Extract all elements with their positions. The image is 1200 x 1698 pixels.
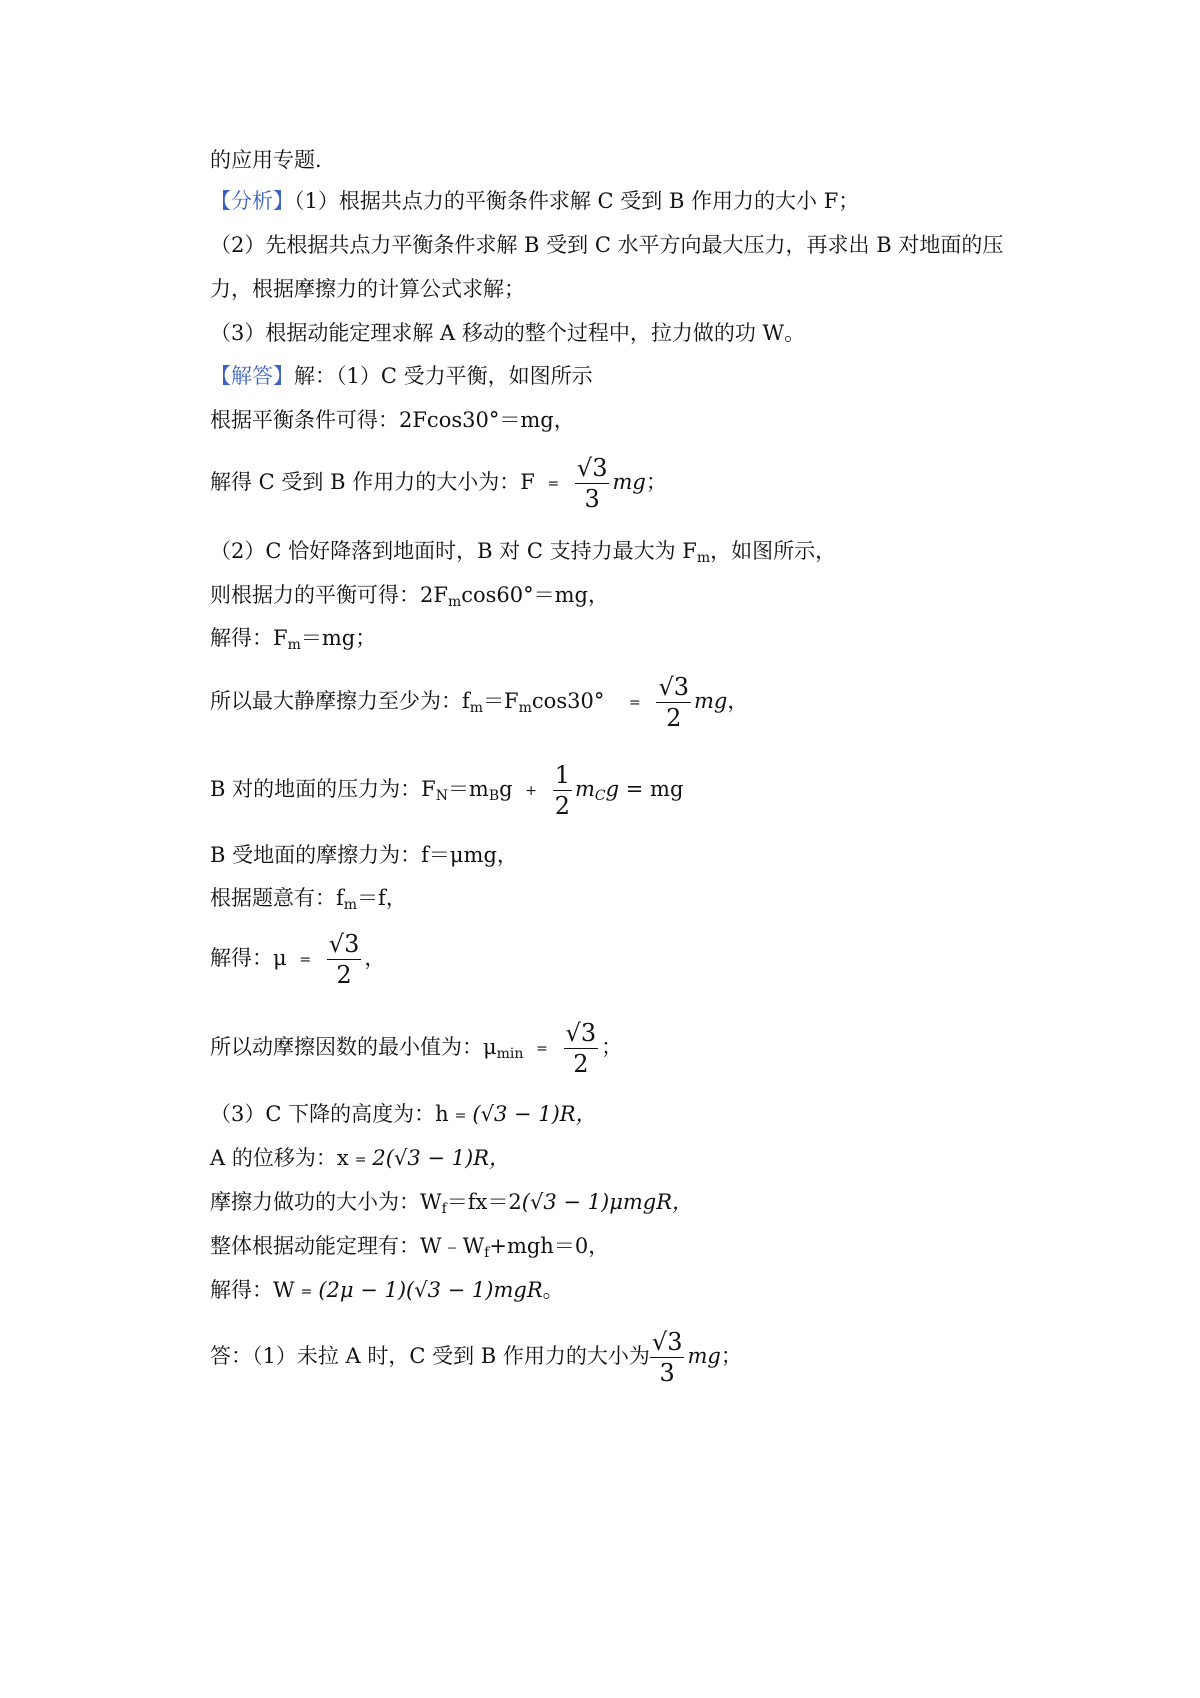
- solution-line-16: 整体根据动能定理有：$W﹣W_f+mgh=0$，: [210, 1234, 610, 1261]
- solution-line-8: B 对的地面的压力为：$F_N=m_Bg$ + $\frac{1}{2}$ $m_Cg$ = mg: [210, 761, 684, 820]
- solution-line-10: 根据题意有：$f_m=f$，: [210, 886, 407, 913]
- solution-line-9: B 受地面的摩擦力为：f＝μmg，: [210, 843, 518, 867]
- solution-line-13: （3）C 下降的高度为：h = (√3 − 1)R，: [210, 1102, 597, 1126]
- solution-line-1: 【解答】解：（1）C 受力平衡，如图所示: [210, 364, 593, 388]
- solution-line-7: 所以最大静摩擦力至少为：$f_m=F_m\cos 30^\circ$ = $\frac{√3}{2}$ mg，: [210, 673, 749, 732]
- fraction: $\frac{√3}{3}$: [576, 454, 608, 513]
- solution-line-3: 解得 C 受到 B 作用力的大小为：F = $\frac{√3}{3}$ mg；: [210, 454, 667, 513]
- analysis-line-4: （3）根据动能定理求解 A 移动的整个过程中，拉力做的功 W。: [210, 321, 806, 345]
- text-line-1: 的应用专题．: [210, 148, 336, 172]
- solution-line-15: 摩擦力做功的大小为：$W_f=fx=2(√3 - 1)\mu mgR$，: [210, 1190, 694, 1217]
- fraction: $\frac{√3}{2}$: [565, 1019, 597, 1078]
- solution-line-12: 所以动摩擦因数的最小值为：$\mu_{min}$ = $\frac{√3}{2}$ ；: [210, 1019, 623, 1078]
- solution-line-6: 解得：$F_m=mg$；: [210, 626, 377, 653]
- solution-tag: 【解答】: [210, 364, 294, 388]
- solution-line-5: 则根据力的平衡可得：$2F_m\cos 60^\circ=mg$，: [210, 583, 609, 610]
- solution-line-17: 解得：W = (2μ − 1)(√3 − 1)mgR。: [210, 1278, 564, 1302]
- analysis-tag: 【分析】: [210, 189, 294, 213]
- fraction: $\frac{√3}{3}$: [651, 1328, 683, 1387]
- solution-line-4: （2）C 恰好降落到地面时，B 对 C 支持力最大为 $F_m$，如图所示，: [210, 539, 837, 566]
- solution-line-11: 解得：μ = $\frac{√3}{2}$ ，: [210, 930, 386, 989]
- fraction: $\frac{√3}{2}$: [328, 930, 360, 989]
- analysis-line-1: 【分析】（1）根据共点力的平衡条件求解 C 受到 B 作用力的大小 F；: [210, 189, 860, 213]
- answer-line-1: 答：（1）未拉 A 时，C 受到 B 作用力的大小为 $\frac{√3}{3}$ mg；: [210, 1328, 742, 1387]
- analysis-line-3: 力，根据摩擦力的计算公式求解；: [210, 277, 525, 301]
- fraction: $\frac{√3}{2}$: [658, 673, 690, 732]
- solution-line-14: A 的位移为：x = 2(√3 − 1)R，: [210, 1146, 511, 1170]
- analysis-line-2: （2）先根据共点力平衡条件求解 B 受到 C 水平方向最大压力，再求出 B 对地面的压: [210, 233, 1004, 257]
- fraction: $\frac{1}{2}$: [554, 761, 570, 820]
- solution-line-2: 根据平衡条件可得：2Fcos30°＝mg，: [210, 408, 575, 432]
